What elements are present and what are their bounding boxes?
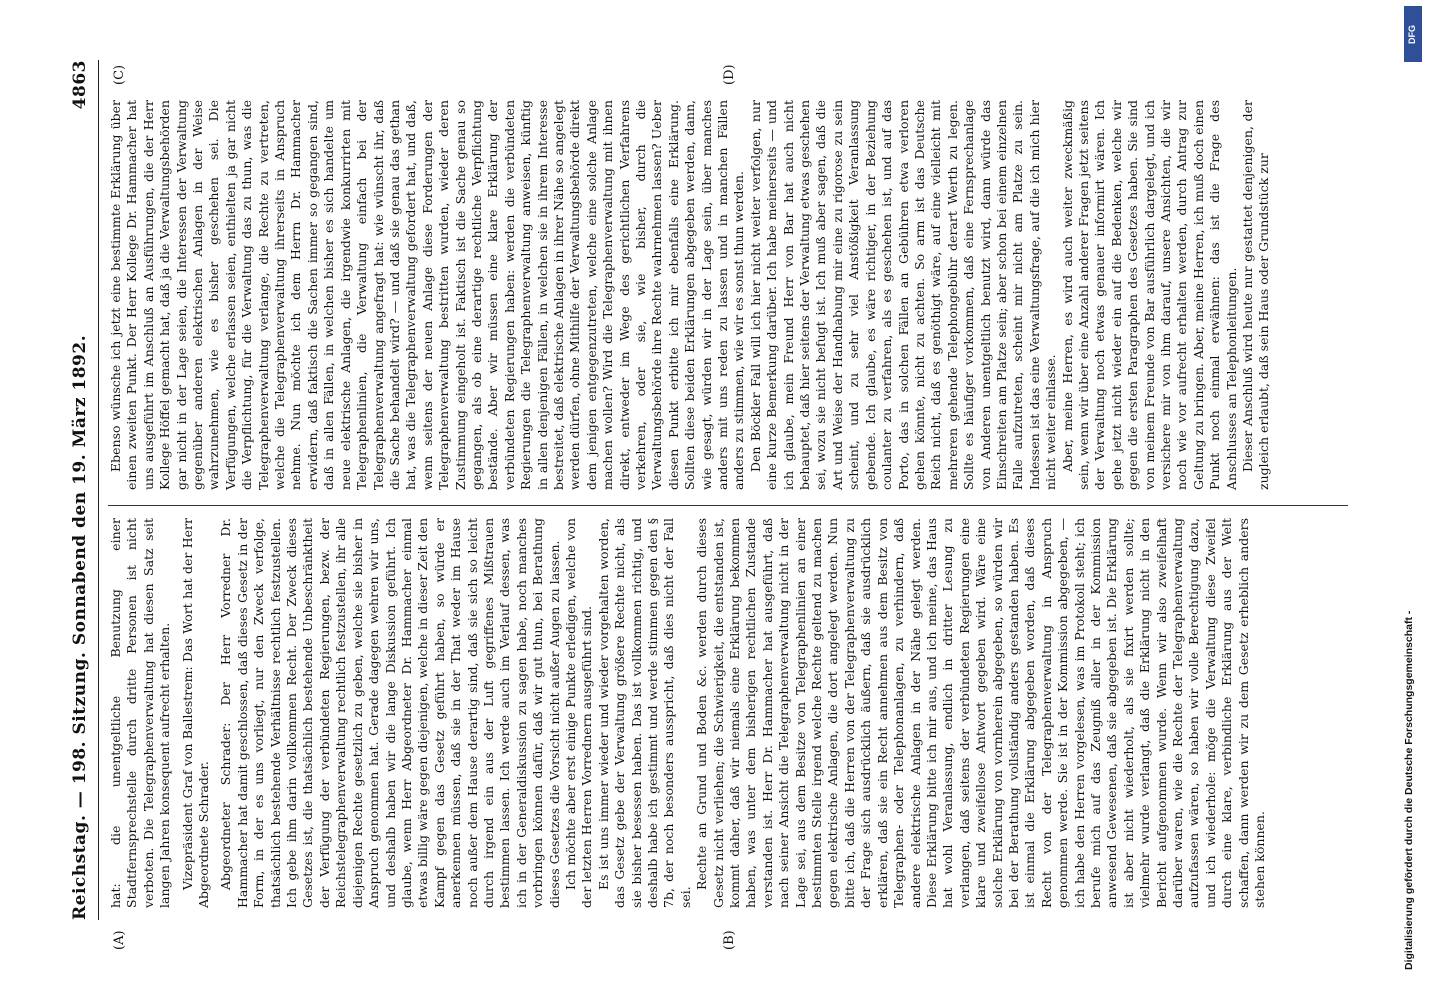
header-left: Reichstag. — 198. Sitzung. xyxy=(70,651,90,920)
digitization-stamp xyxy=(1392,40,1426,970)
margin-marker-b: (B) xyxy=(722,930,737,950)
paragraph: Ebenso wünsche ich jetzt eine bestimmte Erklärung über einen zweiten Punkt. Der Herr Kollege Dr. Hammacher hat uns ausgeführt im Anschluß an Ausführungen, die der Herr Kollege Höffel gemacht hat, daß ja die Verwaltungsbehörden gar nicht in der Lage seien, die Interessen der Verwaltung gegenüber anderen elektrischen Anlagen in der Weise wahrzunehmen, wie es bisher geschehen sei. Die Verfügungen, welche erlassen seien, enthielten ja gar nicht die Verpflichtung, für die Verwaltung das zu thun, was die Telegraphenverwaltung verlange, die Rechte zu vertreten, welche die Telegraphenverwaltung ihrerseits in Anspruch nehme. Nun möchte ich dem Herrn Dr. Hammacher erwidern, daß faktisch die Sachen immer so gegangen sind, daß in allen Fällen, in welchen bisher es sich handelte um neue elektrische Anlagen, die irgendwie konkurrirten mit Telegraphenlinien, die Verwaltung einfach bei der Telegraphenverwaltung angefragt hat: wie wünscht ihr, daß die Sache behandelt wird? — und daß sie genau das gethan hat, was die Telegraphenverwaltung gefordert hat, und daß, wenn seitens der neuen Anlage diese Forderungen der Telegraphenverwaltung bestritten wurden, wieder deren Zustimmung eingeholt ist. Faktisch ist die Sache genau so gegangen, als ob eine derartige rechtliche Verpflichtung bestände. Aber wir müssen eine klare Erklärung der verbündeten Regierungen haben: werden die verbündeten Regierungen die Telegraphenverwaltung anweisen, künftig in allen denjenigen Fällen, in welchen sie in ihrem Interesse bestreitet, daß elektrische Anlagen in ihrer Nähe so angelegt werden dürfen, ohne Mithilfe der Verwaltungsbehörde direkt dem jenigen entgegenzutreten, welche eine solche Anlage machen wollen? Wird die Telegraphenverwaltung mit ihnen direkt, entweder im Wege des gerichtlichen Verfahrens verkehren, oder sie, wie bisher, durch die Verwaltungsbehörde ihre Rechte wahrnehmen lassen? Ueber diesen Punkt erbitte ich mir ebenfalls eine Erklärung. Sollten diese beiden Erklärungen abgegeben werden, dann, wie gesagt, würden wir in der Lage sein, über manches anders mit uns reden zu lassen und in manchen Fällen anders zu stimmen, wie wir es sonst thun werden. xyxy=(108,100,747,490)
paragraph: hat: die unentgeltliche Benutzung einer Stadtfernsprechstelle durch dritte Personen ist nicht verboten. Die Telegraphenverwaltung hat diesen Satz seit langen Jahren konsequent aufrecht erhalten. xyxy=(108,518,173,908)
margin-marker-a: (A) xyxy=(112,930,127,950)
paragraph: Ich möchte aber erst einige Punkte erledigen, welche von der letzten Herren Vorrednern ausgeführt sind. xyxy=(562,518,595,908)
paragraph: Aber, meine Herren, es wird auch weiter zweckmäßig sein, wenn wir über eine Anzahl anderer Fragen jetzt seitens der Verwaltung noch etwas genauer informirt wären. Ich gehe jetzt nicht wieder ein auf die Bedenken, welche wir gegen die ersten Paragraphen des Gesetzes haben. Sie sind von meinem Freunde von Bar ausführlich dargelegt, und ich versichere mir von ihm darauf, unsere Ansichten, die wir noch wie vor aufrecht erhalten werden, durch Antrag zur Geltung zu bringen. Aber, meine Herren, ich muß doch einen Punkt noch einmal erwähnen: das ist die Frage des Anschlusses an Telephonleitungen. xyxy=(1059,100,1239,490)
paragraph: Den Böckler Fall will ich hier nicht weiter verfolgen, nur eine kurze Bemerkung darüber. Ich habe meinerseits — und ich glaube, mein Freund Herr von Bar hat auch nicht behauptet, daß hier seitens der Verwaltung etwas geschehen sei, wozu sie nicht befugt ist. Ich muß aber sagen, daß die Art und Weise der Handhabung mir eine zu rigorose zu sein scheint, und zu sehr viel Anstößigkeit Veranlassung gebende. Ich glaube, es wäre richtiger, in der Beziehung coulanter zu verfahren, als es geschehen ist, und auf das Porto, das in solchen Fällen an Gebühren etwa verloren gehen könnte, nicht zu achten. So arm ist das Deutsche Reich nicht, daß es genöthigt wäre, auf eine vielleicht mit mehreren gehende Telephongebühr derart Werth zu legen. Sollte es häufiger vorkommen, daß eine Fernsprechanlage von Anderen unentgeltlich benutzt wird, dann würde das Einschreiten am Platze sein; aber schon bei einem einzelnen Falle aufzutreten, scheint mir nicht am Platze zu sein. Indessen ist das eine Verwaltungsfrage, auf die ich mich hier nicht weiter einlasse. xyxy=(747,100,1059,490)
margin-marker-d: (D) xyxy=(722,64,737,85)
right-column xyxy=(108,100,1273,490)
left-column xyxy=(108,518,1268,908)
paragraph: Vizepräsident Graf von Ballestrem: Das Wort hat der Herr Abgeordnete Schrader. xyxy=(179,518,212,908)
header-center: Sonnabend den 19. März 1892. xyxy=(70,334,90,646)
page-header xyxy=(70,60,100,920)
digitization-stamp-text: Digitalisierung gefördert durch die Deutsche Forschungsgemeinschaft - xyxy=(1403,610,1415,970)
paragraph: Es ist uns immer wieder und wieder vorgehalten worden, das Gesetz gebe der Verwaltung größere Rechte nicht, als sie bisher besessen haben. Das ist vollkommen richtig, und deshalb habe ich gestimmt und werde stimmen gegen den § 7b, der noch besonders ausspricht, daß dies nicht der Fall sei. xyxy=(595,518,693,908)
paragraph: Abgeordneter Schrader: Der Herr Vorredner Dr. Hammacher hat damit geschlossen, daß dieses Gesetz in der Form, in der es uns vorliegt, nur den Zweck verfolge, thatsächlich bestehende Verhältnisse rechtlich festzustellen. Ich gebe ihm darin vollkommen Recht. Der Zweck dieses Gesetzes ist, die thatsächlich bestehende Unbeschränktheit der Verfügung der verbündeten Regierungen, bezw. der Reichstelegraphenverwaltung rechtlich festzustellen, ihr alle diejenigen Rechte gesetzlich zu geben, welche sie bisher in Anspruch genommen hat. Gerade dagegen wehren wir uns, und deshalb haben wir die lange Diskussion geführt. Ich glaube, wenn Herr Abgeordneter Dr. Hammacher einmal etwas billig wäre gegen diejenigen, welche in dieser Zeit den Kampf gegen das Gesetz geführt haben, so würde er anerkennen müssen, daß sie in der That weder im Hause noch außer dem Hause derartig sind, daß sie sich so leicht durch irgend ein aus der Luft gegriffenes Mißtrauen bestimmen lassen. Ich werde auch im Verlauf dessen, was ich in der Generaldiskussion zu sagen habe, noch manches vorbringen können dafür, daß wir gut thun, bei Berathung dieses Gesetzes die Vorsicht nicht außer Augen zu lassen. xyxy=(218,518,562,908)
paragraph: Rechte an Grund und Boden &c. werden durch dieses Gesetz nicht verliehen; die Schwierigkeit, die entstanden ist, kommt daher, daß wir niemals eine Erklärung bekommen haben, was unter dem bisherigen rechtlichen Zustande verstanden ist. Herr Dr. Hammacher hat ausgeführt, daß nach seiner Ansicht die Telegraphenverwaltung nicht in der Lage sei, aus dem Besitze von Telegraphenlinien an einer bestimmten Stelle irgend welche Rechte geltend zu machen gegen elektrische Anlagen, die dort angelegt werden. Nun bitte ich, daß die Herren von der Telegraphenverwaltung zu der Frage sich ausdrücklich äußern, daß sie ausdrücklich erklären, daß sie ein Recht annehmen aus dem Besitz von Telegraphen- oder Telephonanlagen, zu verhindern, daß andere elektrische Anlagen in der Nähe gelegt werden. Diese Erklärung bitte ich mir aus, und ich meine, das Haus hat wohl Veranlassung, endlich in dritter Lesung zu verlangen, daß seitens der verbündeten Regierungen eine klare und zweifellose Antwort gegeben wird. Wäre eine solche Erklärung von vornherein abgegeben, so würden wir bei der Berathung vollständig anders gestanden haben. Es ist einmal die Erklärung abgegeben worden, daß dieses Recht von der Telegraphenverwaltung in Anspruch genommen werde. Sie ist in der Kommission abgegeben, — ich habe den Herren vorgelesen, was im Protokoll steht; ich berufe mich auf das Zeugniß aller in der Kommission anwesend Gewesenen, daß sie abgegeben ist. Die Erklärung ist aber nicht wiederholt, als sie fixirt werden sollte; vielmehr wurde verlangt, daß die Erklärung nicht in den Bericht aufgenommen wurde. Wenn wir also zweifelhaft darüber waren, wie die Rechte der Telegraphenverwaltung aufzufassen wären, so haben wir volle Berechtigung dazu, und ich wiederhole: möge die Verwaltung diese Zweifel durch eine klare, verbindliche Erklärung aus der Welt schaffen, dann werden wir zu dem Gesetz erheblich anders stehen können. xyxy=(694,518,1268,908)
dfg-logo-text: DFG xyxy=(1407,25,1417,44)
paragraph: Dieser Anschluß wird heute nur gestattet denjenigen, der zugleich erlaubt, daß sein Haus oder Grundstück zur xyxy=(1240,100,1272,490)
page-number: 4863 xyxy=(70,60,90,110)
header-rule xyxy=(98,60,99,920)
dfg-logo xyxy=(1404,6,1422,62)
column-divider xyxy=(108,505,1348,506)
margin-marker-c: (C) xyxy=(112,64,127,85)
